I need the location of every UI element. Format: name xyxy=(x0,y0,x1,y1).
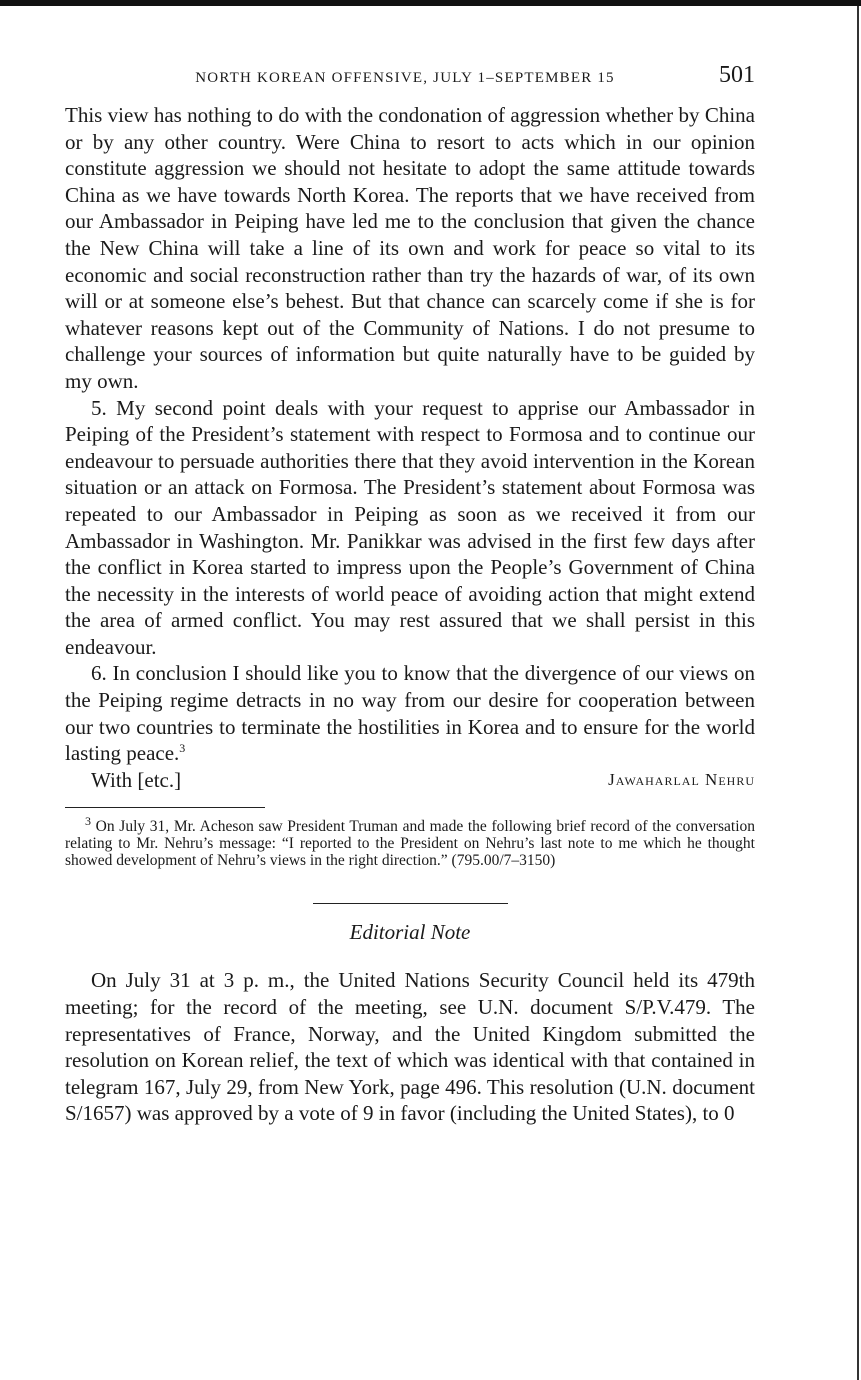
footnote-marker: 3 xyxy=(85,814,91,829)
letter-paragraph-5: 5. My second point deals with your request to apprise our Ambassador in Peiping of the President’s statement with respect to Formosa and to continue our endeavour to persuade authorities there that they avoid intervention in the Korean situation or an attack on Formosa. The President’s statement about Formosa was repeated to our Ambassador in Peiping as soon as we received it from our Ambassador in Washington. Mr. Panikkar was advised in the first few days after the conflict in Korea started to impress upon the People’s Government of China the necessity in the interests of world peace of avoiding action that might extend the area of armed conflict. You may rest assured that we shall persist in this endeavour. xyxy=(65,395,755,659)
running-title: NORTH KOREAN OFFENSIVE, JULY 1–SEPTEMBER 15 xyxy=(195,70,615,86)
closing-text: With [etc.] xyxy=(91,767,182,792)
letter-paragraph-6-text: 6. In conclusion I should like you to know that the divergence of our views on the Peiping regime detracts in no way from our desire for cooperation between our two countries to terminate the hostilities in Korea and to ensure for the world lasting peace. xyxy=(65,661,755,766)
footnote-rule xyxy=(65,807,265,808)
section-separator xyxy=(313,903,508,904)
footnote-reference: 3 xyxy=(179,741,186,756)
document-page xyxy=(65,62,755,1127)
page-number: 501 xyxy=(719,62,755,88)
editorial-note-text: On July 31 at 3 p. m., the United Nations Security Council held its 479th meeting; for the record of the meeting, see U.N. document S/P.V.479. The representatives of France, Norway, and the United Kingdom submitted the resolution on Korean relief, the text of which was identical with that contained in telegram 167, July 29, from New York, page 496. This resolution (U.N. document S/1657) was approved by a vote of 9 in favor (including the United States), to 0 xyxy=(65,968,755,1126)
letter-paragraph-continued: This view has nothing to do with the condonation of aggression whether by China or by any other country. Were China to resort to acts which in our opinion constitute aggression we should not hesitate to adopt the same attitude towards China as we have towards North Korea. The reports that we have received from our Ambassador in Peiping have led me to the conclusion that given the chance the New China will take a line of its own and work for peace so vital to its economic and social reconstruction rather than try the hazards of war, of its own will or at someone else’s behest. But that chance can scarcely come if she is for whatever reasons kept out of the Community of Nations. I do not presume to challenge your sources of information but quite naturally have to be guided by my own. xyxy=(65,103,755,393)
footnote-text: On July 31, Mr. Acheson saw President Truman and made the following brief record of the conversation relating to Mr. Nehru’s message: “I reported to the President on Nehru’s last note to me which he thought showed development of Nehru’s views in the right direction.” (795.00/7–3150) xyxy=(65,818,755,870)
letter-paragraph-6 xyxy=(65,660,755,766)
running-header xyxy=(65,62,755,102)
page-top-border xyxy=(0,0,861,6)
letter-closing xyxy=(65,767,755,794)
footnote xyxy=(65,814,755,870)
page-right-edge xyxy=(857,6,859,1380)
signature: Jawaharlal Nehru xyxy=(608,769,755,789)
editorial-note-heading: Editorial Note xyxy=(349,920,471,945)
